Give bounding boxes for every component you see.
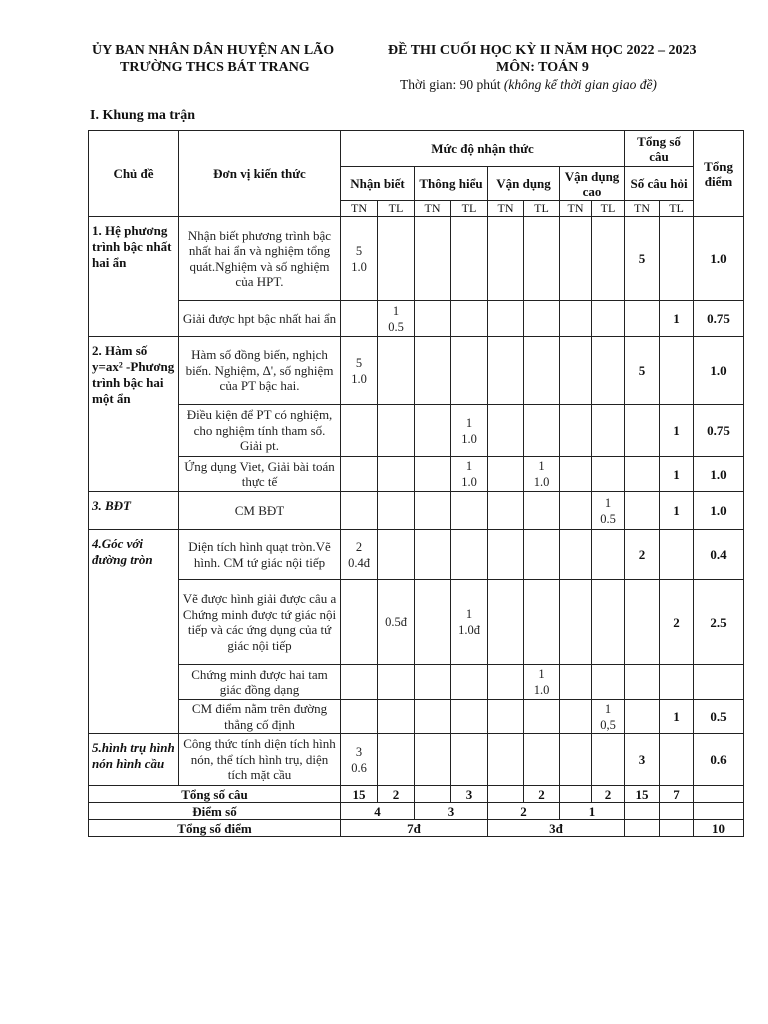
header-level-apply: Vận dụng [488, 167, 560, 201]
value-cell [524, 301, 560, 337]
value-cell [524, 530, 560, 580]
value-cell [592, 665, 625, 700]
question-count-cell [660, 337, 694, 405]
question-count-cell: 1 [660, 301, 694, 337]
question-count-cell [660, 734, 694, 786]
value-cell [524, 492, 560, 530]
value-cell [560, 580, 592, 665]
school-name: TRƯỜNG THCS BÁT TRANG [120, 60, 310, 75]
value-cell [524, 405, 560, 457]
unit-cell: CM điểm nằm trên đường thẳng cố định [179, 700, 341, 734]
unit-cell: Ứng dụng Viet, Giải bài toán thực tế [179, 457, 341, 492]
score-understand: 3 [415, 803, 488, 820]
value-cell [451, 530, 488, 580]
header-tl: TL [524, 201, 560, 217]
total-questions-cell: 2 [592, 786, 625, 803]
score-cell: 1.0 [694, 457, 744, 492]
question-count-cell: 2 [625, 530, 660, 580]
value-cell [415, 700, 451, 734]
header-total-questions: Tổng số câu [625, 131, 694, 167]
unit-cell: Giải được hpt bậc nhất hai ẩn [179, 301, 341, 337]
value-cell [415, 217, 451, 301]
value-cell [560, 734, 592, 786]
question-count-cell: 1 [660, 700, 694, 734]
header-tn: TN [625, 201, 660, 217]
header-level-understand: Thông hiểu [415, 167, 488, 201]
value-cell [451, 734, 488, 786]
value-cell [415, 405, 451, 457]
value-cell [524, 337, 560, 405]
score-cell: 0.5 [694, 700, 744, 734]
header-tn: TN [341, 201, 378, 217]
value-cell [488, 734, 524, 786]
question-count-cell: 1 [660, 492, 694, 530]
table-row [89, 580, 744, 665]
question-count-cell [625, 580, 660, 665]
value-cell [488, 217, 524, 301]
unit-cell: CM BĐT [179, 492, 341, 530]
header-tl: TL [451, 201, 488, 217]
topic-cell: 5.hình trụ hình nón hình cầu [89, 734, 179, 786]
value-cell [415, 492, 451, 530]
value-cell: 2 0.4đ [341, 530, 378, 580]
score-cell: 0.75 [694, 301, 744, 337]
value-cell [415, 337, 451, 405]
value-cell [560, 405, 592, 457]
value-cell [378, 700, 415, 734]
value-cell [524, 734, 560, 786]
value-cell [341, 492, 378, 530]
score-empty [625, 803, 660, 820]
value-cell [378, 492, 415, 530]
total-score-empty [660, 820, 694, 837]
question-count-cell [660, 530, 694, 580]
topic-cell: 3. BĐT [89, 492, 179, 530]
value-cell [524, 580, 560, 665]
total-questions-cell [488, 786, 524, 803]
topic-cell: 1. Hệ phương trình bậc nhất hai ẩn [89, 217, 179, 337]
topic-cell: 4.Góc với đường tròn [89, 530, 179, 734]
value-cell: 1 1.0đ [451, 580, 488, 665]
table-row [89, 337, 744, 405]
value-cell [378, 734, 415, 786]
score-empty [694, 803, 744, 820]
subject-line: MÔN: TOÁN 9 [496, 60, 589, 75]
header-topic: Chủ đề [89, 131, 179, 217]
value-cell [488, 580, 524, 665]
table-row [89, 405, 744, 457]
value-cell [560, 457, 592, 492]
value-cell [341, 457, 378, 492]
value-cell [488, 301, 524, 337]
exam-title: ĐỀ THI CUỐI HỌC KỲ II NĂM HỌC 2022 – 2023 [388, 43, 697, 58]
value-cell [415, 457, 451, 492]
district-name: ỦY BAN NHÂN DÂN HUYỆN AN LÃO [92, 43, 335, 58]
value-cell [378, 337, 415, 405]
score-empty [660, 803, 694, 820]
topic-cell: 2. Hàm số y=ax² -Phương trình bậc hai một ẩn [89, 337, 179, 492]
value-cell [592, 734, 625, 786]
score-cell: 1.0 [694, 217, 744, 301]
total-questions-cell: 15 [625, 786, 660, 803]
question-count-cell [625, 665, 660, 700]
value-cell [451, 700, 488, 734]
header-unit: Đơn vị kiến thức [179, 131, 341, 217]
value-cell [592, 337, 625, 405]
value-cell [560, 665, 592, 700]
value-cell [488, 405, 524, 457]
total-score-overall: 10 [694, 820, 744, 837]
value-cell [560, 492, 592, 530]
score-cell: 0.4 [694, 530, 744, 580]
question-count-cell [625, 700, 660, 734]
score-cell: 0.6 [694, 734, 744, 786]
value-cell: 1 1.0 [524, 457, 560, 492]
total-questions-cell [560, 786, 592, 803]
total-questions-cell: 7 [660, 786, 694, 803]
table-row [89, 217, 744, 301]
table-row [89, 301, 744, 337]
total-questions-cell [415, 786, 451, 803]
section-title: I. Khung ma trận [90, 108, 196, 123]
value-cell [488, 700, 524, 734]
total-questions-cell [694, 786, 744, 803]
value-cell [378, 665, 415, 700]
value-cell [378, 405, 415, 457]
table-row [89, 734, 744, 786]
table-row [89, 530, 744, 580]
value-cell [341, 665, 378, 700]
question-count-cell: 1 [660, 457, 694, 492]
value-cell [592, 457, 625, 492]
header-tn: TN [488, 201, 524, 217]
unit-cell: Diện tích hình quạt tròn.Vẽ hình. CM tứ giác nội tiếp [179, 530, 341, 580]
value-cell [488, 530, 524, 580]
header-level-recognize: Nhận biết [341, 167, 415, 201]
value-cell [488, 492, 524, 530]
total-questions-cell: 2 [378, 786, 415, 803]
value-cell [592, 217, 625, 301]
total-questions-cell: 2 [524, 786, 560, 803]
value-cell [341, 301, 378, 337]
time-note: (không kể thời gian giao đề) [503, 77, 657, 92]
header-question-count: Số câu hỏi [625, 167, 694, 201]
value-cell [378, 457, 415, 492]
question-count-cell: 5 [625, 217, 660, 301]
question-count-cell: 5 [625, 337, 660, 405]
value-cell [560, 700, 592, 734]
unit-cell: Công thức tính diện tích hình nón, thể tích hình trụ, diện tích mặt cầu [179, 734, 341, 786]
value-cell [341, 405, 378, 457]
value-cell: 3 0.6 [341, 734, 378, 786]
value-cell [592, 301, 625, 337]
question-count-cell [625, 405, 660, 457]
table-row [89, 457, 744, 492]
score-recognize: 4 [341, 803, 415, 820]
value-cell: 0.5đ [378, 580, 415, 665]
header-tn: TN [415, 201, 451, 217]
score-apply: 2 [488, 803, 560, 820]
value-cell [415, 301, 451, 337]
time-prefix: Thời gian: 90 phút [400, 77, 504, 92]
value-cell [341, 580, 378, 665]
value-cell [560, 217, 592, 301]
value-cell [451, 492, 488, 530]
question-count-cell: 2 [660, 580, 694, 665]
value-cell: 1 0.5 [592, 492, 625, 530]
value-cell [378, 530, 415, 580]
value-cell [592, 530, 625, 580]
question-count-cell: 1 [660, 405, 694, 457]
unit-cell: Vẽ được hình giải được câu a Chứng minh được tứ giác nội tiếp và các ứng dụng của tứ giác nội tiếp [179, 580, 341, 665]
score-label: Điểm số [89, 803, 341, 820]
unit-cell: Điều kiện để PT có nghiệm, cho nghiệm tính tham số. Giải pt. [179, 405, 341, 457]
value-cell: 1 1.0 [451, 457, 488, 492]
value-cell [415, 580, 451, 665]
value-cell [341, 700, 378, 734]
unit-cell: Chứng minh được hai tam giác đồng dạng [179, 665, 341, 700]
question-count-cell [625, 301, 660, 337]
score-apply-high: 1 [560, 803, 625, 820]
total-questions-cell: 3 [451, 786, 488, 803]
value-cell: 1 1.0 [524, 665, 560, 700]
question-count-cell [625, 457, 660, 492]
header-level-apply-high: Vận dụng cao [560, 167, 625, 201]
value-cell [592, 580, 625, 665]
value-cell [415, 530, 451, 580]
table-row [89, 492, 744, 530]
question-count-cell [625, 492, 660, 530]
total-score-tn: 7đ [341, 820, 488, 837]
value-cell: 5 1.0 [341, 217, 378, 301]
value-cell [451, 665, 488, 700]
value-cell [378, 217, 415, 301]
value-cell [451, 337, 488, 405]
score-cell: 2.5 [694, 580, 744, 665]
total-score-empty [625, 820, 660, 837]
score-cell: 1.0 [694, 492, 744, 530]
score-cell [694, 665, 744, 700]
score-cell: 0.75 [694, 405, 744, 457]
total-questions-cell: 15 [341, 786, 378, 803]
question-count-cell [660, 665, 694, 700]
time-line [400, 76, 657, 93]
table-row [89, 665, 744, 700]
question-count-cell [660, 217, 694, 301]
header-tn: TN [560, 201, 592, 217]
total-score-label: Tổng số điểm [89, 820, 341, 837]
value-cell: 1 1.0 [451, 405, 488, 457]
value-cell [560, 301, 592, 337]
matrix-table [88, 130, 744, 837]
header-tl: TL [378, 201, 415, 217]
header-level: Mức độ nhận thức [341, 131, 625, 167]
value-cell [592, 405, 625, 457]
value-cell [560, 530, 592, 580]
value-cell [451, 301, 488, 337]
header-tl: TL [660, 201, 694, 217]
value-cell: 1 0.5 [378, 301, 415, 337]
value-cell [524, 700, 560, 734]
value-cell [560, 337, 592, 405]
value-cell: 1 0,5 [592, 700, 625, 734]
score-cell: 1.0 [694, 337, 744, 405]
value-cell [415, 734, 451, 786]
total-score-tl: 3đ [488, 820, 625, 837]
header-total-score: Tổng điểm [694, 131, 744, 217]
question-count-cell: 3 [625, 734, 660, 786]
unit-cell: Nhận biết phương trình bậc nhất hai ẩn và nghiệm tổng quát.Nghiệm và số nghiệm của HPT. [179, 217, 341, 301]
value-cell [488, 457, 524, 492]
header-tl: TL [592, 201, 625, 217]
value-cell [488, 337, 524, 405]
value-cell [488, 665, 524, 700]
value-cell [451, 217, 488, 301]
value-cell: 5 1.0 [341, 337, 378, 405]
unit-cell: Hàm số đồng biến, nghịch biến. Nghiệm, ∆', số nghiệm của PT bậc hai. [179, 337, 341, 405]
total-questions-label: Tổng số câu [89, 786, 341, 803]
value-cell [415, 665, 451, 700]
value-cell [524, 217, 560, 301]
table-row [89, 700, 744, 734]
